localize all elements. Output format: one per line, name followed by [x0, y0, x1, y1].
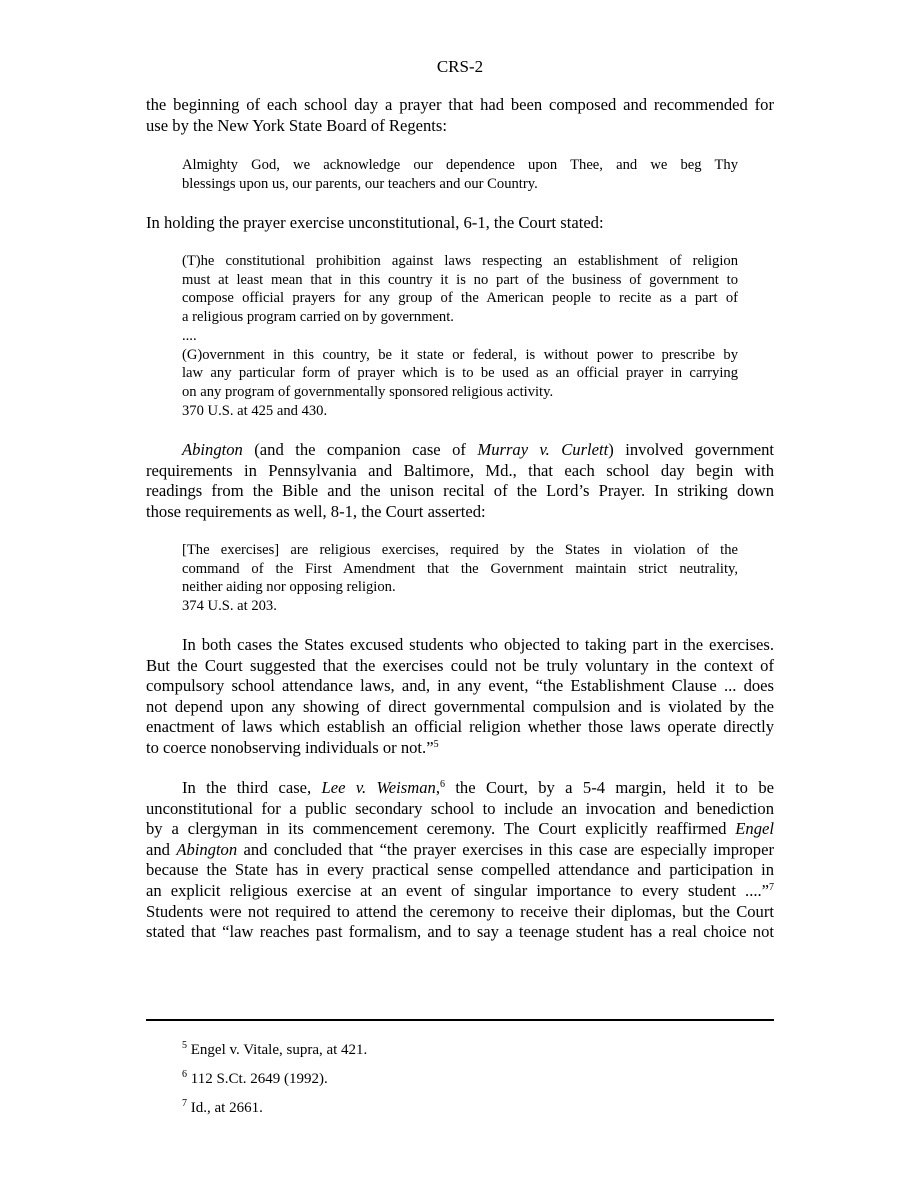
paragraph-line: unconstitutional for a public secondary school to include an invocation and benediction	[146, 798, 774, 818]
quote-line: a religious program carried on by government.	[182, 309, 454, 326]
quote-line: blessings upon us, our parents, our teachers and our Country.	[182, 175, 538, 192]
paragraph-line	[146, 440, 774, 461]
footnote-number: 6	[182, 1069, 187, 1080]
footnote-divider	[146, 1019, 774, 1021]
case-name: Murray v. Curlett	[477, 440, 609, 459]
case-name: Engel	[735, 819, 774, 839]
inline-text: to coerce nonobserving individuals or not.”	[146, 737, 434, 757]
footnote-text: Engel v. Vitale, supra, at 421.	[190, 1042, 368, 1058]
footnote-reference[interactable]: 5	[433, 738, 439, 750]
inline-text: (and the companion case of	[242, 440, 478, 459]
block-quote-abington	[182, 541, 738, 616]
paragraph-line: enactment of laws which establish an official religion whether those laws operate directly	[146, 717, 774, 737]
inline-text: ) involved government	[608, 440, 775, 459]
block-quote-engel	[182, 252, 738, 420]
footnote-number: 7	[182, 1098, 187, 1109]
footnote-number: 5	[182, 1040, 187, 1051]
footnote-7	[182, 1099, 263, 1117]
paragraph-line	[146, 881, 774, 902]
inline-text: by a clergyman in its commencement ceremony. The Court explicitly reaffirmed	[146, 819, 736, 839]
paragraph-line: Students were not required to attend the ceremony to receive their diplomas, but the Court	[146, 901, 774, 921]
case-name: Lee v. Weisman	[321, 778, 436, 797]
inline-text: the Court, by a 5-4 margin, held it to be	[444, 778, 774, 797]
quote-line: [The exercises] are religious exercises, required by the States in violation of the	[182, 542, 738, 558]
footnote-reference[interactable]: 7	[769, 881, 774, 893]
inline-text: an explicit religious exercise at an event of singular importance to every student ....”	[146, 880, 769, 900]
quote-line: law any particular form of prayer which is to be used as an official prayer in carrying	[182, 365, 738, 382]
quote-ellipsis: ....	[182, 327, 197, 344]
quote-line: (G)overnment in this country, be it state or federal, is without power to prescribe by	[182, 346, 738, 363]
page-header: CRS-2	[436, 57, 484, 76]
quote-line: compose official prayers for any group of the American people to recite as a part of	[182, 290, 738, 307]
paragraph-line: because the State has in every practical sense compelled attendance and participation in	[146, 860, 774, 880]
paragraph-line: In the third case, Lee v. Weisman,$^6$ the Court, by a 5-4 margin, held it to be	[182, 778, 774, 797]
case-name: Abington	[182, 440, 243, 459]
paragraph-line: those requirements as well, 8-1, the Court asserted:	[146, 501, 486, 521]
paragraph-line: compulsory school attendance laws, and, in any event, “the Establishment Clause ... does	[146, 676, 774, 696]
inline-text: and	[146, 839, 177, 859]
paragraph-line: But the Court suggested that the exercises could not be truly voluntary in the context of	[146, 655, 774, 675]
block-quote-regents-prayer	[182, 156, 738, 193]
paragraph-line: In both cases the States excused students who objected to taking part in the exercises.	[182, 635, 774, 654]
footnote-5	[182, 1041, 367, 1059]
footnote-reference[interactable]: 6	[439, 779, 445, 790]
quote-citation: 374 U.S. at 203.	[182, 598, 277, 615]
footnote-text: 112 S.Ct. 2649 (1992).	[190, 1071, 328, 1087]
paragraph-abington	[146, 440, 774, 522]
footnote-6	[182, 1070, 328, 1088]
paragraph-line: requirements in Pennsylvania and Baltimore, Md., that each school day begin with	[146, 460, 774, 480]
paragraph-line: stated that “law reaches past formalism, and to say a teenage student has a real choice not	[146, 922, 774, 942]
paragraph-intro	[146, 95, 774, 136]
paragraph-both-cases	[146, 635, 774, 759]
quote-line: on any program of governmentally sponsored religious activity.	[182, 383, 554, 400]
quote-line: (T)he constitutional prohibition against laws respecting an establishment of religion	[182, 253, 738, 269]
paragraph-line	[146, 738, 774, 759]
quote-line: neither aiding nor opposing religion.	[182, 579, 396, 596]
quote-citation: 370 U.S. at 425 and 430.	[182, 402, 328, 419]
inline-text: In the third case,	[182, 778, 322, 797]
paragraph-line	[146, 819, 774, 840]
footnote-text: Id., at 2661.	[190, 1100, 263, 1116]
paragraph-line: readings from the Bible and the unison recital of the Lord’s Prayer. In striking down	[146, 481, 774, 501]
quote-line: Almighty God, we acknowledge our dependence upon Thee, and we beg Thy	[182, 157, 738, 173]
paragraph-line: use by the New York State Board of Regents:	[146, 115, 447, 135]
inline-text: and concluded that “the prayer exercises in this case are especially improper	[237, 839, 774, 859]
paragraph-lee-v-weisman	[146, 778, 774, 943]
paragraph-line: not depend upon any showing of direct governmental compulsion and is violated by the	[146, 696, 774, 716]
quote-line: must at least mean that in this country it is no part of the business of government to	[182, 271, 738, 288]
case-name: Abington	[176, 839, 238, 859]
paragraph-line: In holding the prayer exercise unconstitutional, 6-1, the Court stated:	[146, 213, 604, 232]
paragraph-line	[146, 840, 774, 861]
quote-line: command of the First Amendment that the Government maintain strict neutrality,	[182, 560, 738, 577]
paragraph-line: the beginning of each school day a prayer that had been composed and recommended for	[146, 95, 774, 114]
paragraph-holding	[146, 213, 774, 234]
